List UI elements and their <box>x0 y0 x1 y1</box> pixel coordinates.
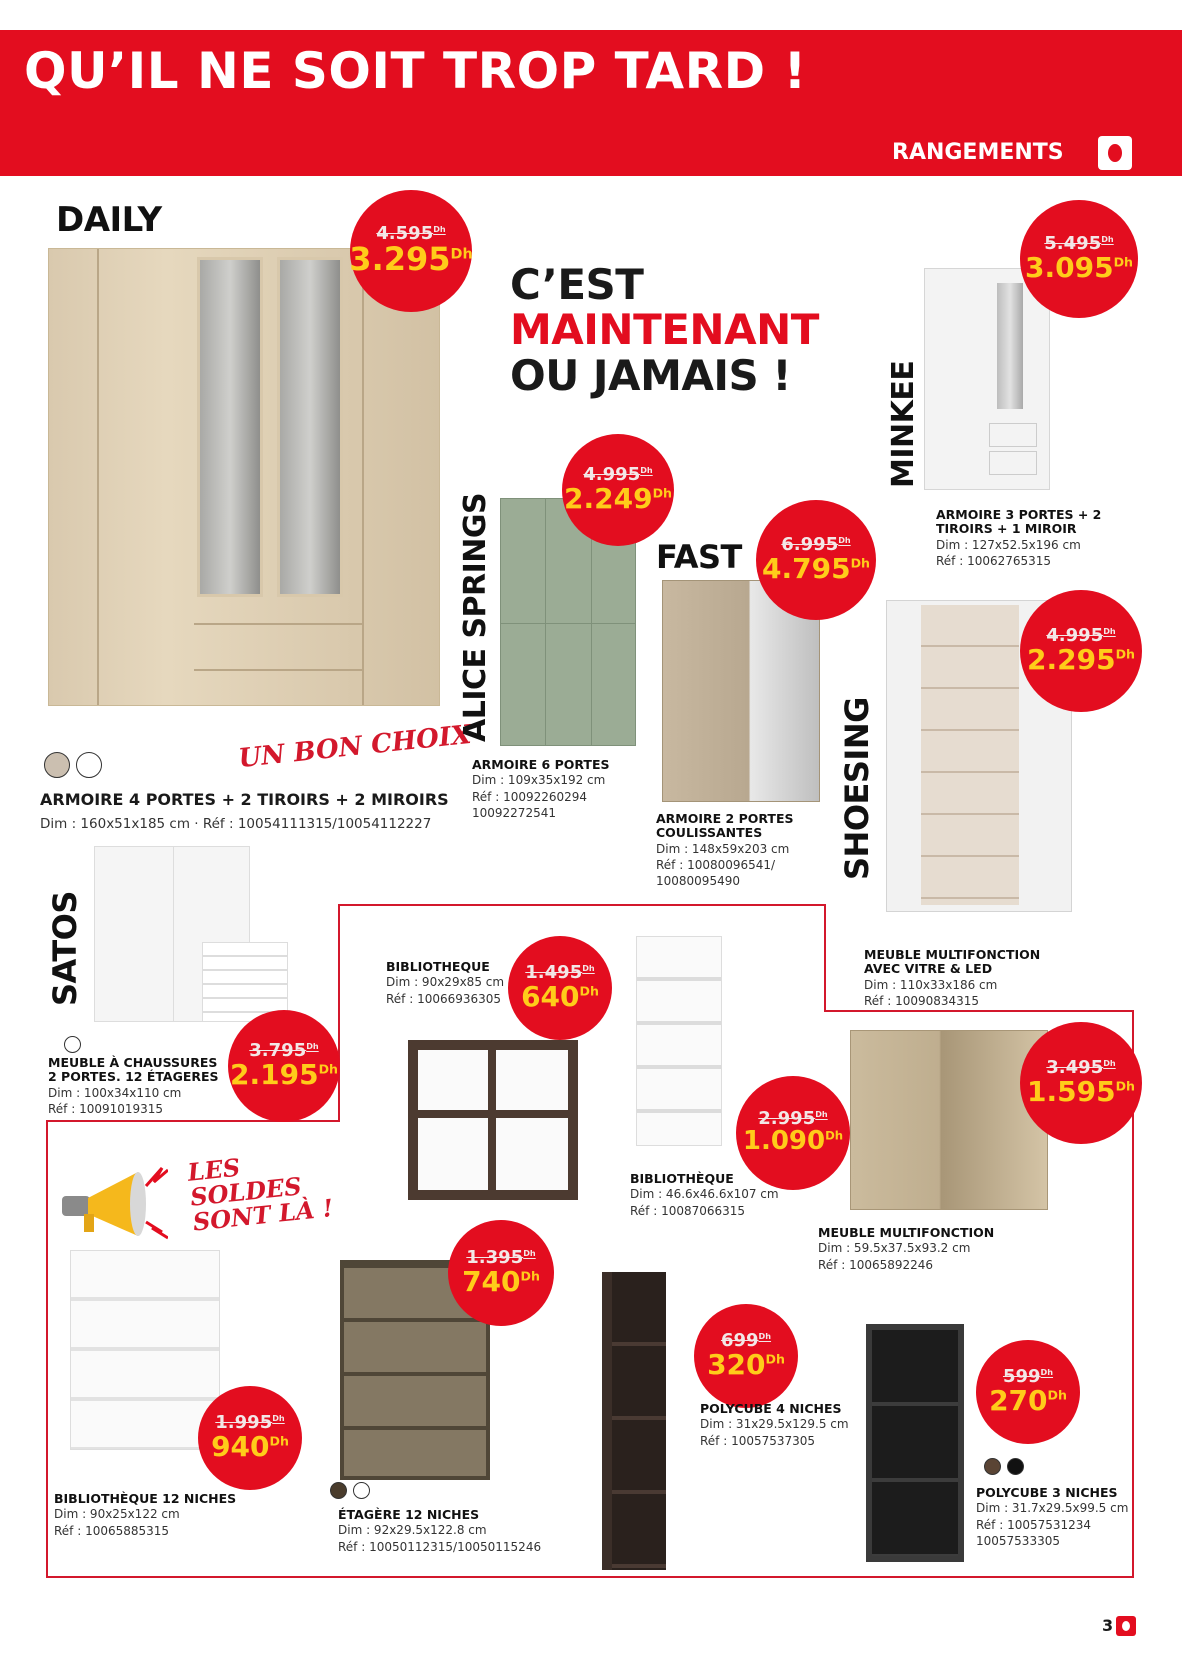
good-choice-sticker: UN BON CHOIX <box>237 719 473 775</box>
price-badge-polycube-3-niches: $599^{Dh}$ $270^{Dh}$ <box>976 1340 1080 1444</box>
price-badge-bibliotheque-1: $1.495^{Dh}$ $640^{Dh}$ <box>508 936 612 1040</box>
bibliotheque-tower-image <box>636 936 722 1146</box>
product-info-satos: MEUBLE À CHAUSSURES 2 PORTES. 12 ÉTAGERES Dim : 100x34x110 cm Réf : 10091019315 <box>48 1055 219 1116</box>
price-badge-shoesing: $4.995^{Dh}$ $2.295^{Dh}$ <box>1020 590 1142 712</box>
product-info-fast: ARMOIRE 2 PORTES COULISSANTES Dim : 148x59x203 cm Réf : 10080096541/ 10080095490 <box>656 811 794 889</box>
swatch-white[interactable] <box>64 1036 81 1053</box>
price-badge-satos: $3.795^{Dh}$ $2.195^{Dh}$ <box>228 1010 340 1122</box>
product-name-daily: DAILY <box>56 200 162 240</box>
slogan <box>510 262 819 398</box>
product-info-etagere-12-niches: ÉTAGÈRE 12 NICHES Dim : 92x29.5x122.8 cm Réf : 10050112315/10050115246 <box>338 1507 542 1554</box>
frame-left-upper <box>338 904 340 1120</box>
product-name-satos: SATOS <box>46 891 84 1006</box>
slogan-line1: C’EST <box>510 260 644 309</box>
price-badge-alice-springs: $4.995^{Dh}$ $2.249^{Dh}$ <box>562 434 674 546</box>
frame-step <box>824 904 826 1010</box>
product-info-bibliotheque-2: BIBLIOTHÈQUE Dim : 46.6x46.6x107 cm Réf : 10087066315 <box>630 1171 779 1218</box>
product-info-shoesing: MEUBLE MULTIFONCTION AVEC VITRE & LED Dim : 110x33x186 cm Réf : 10090834315 <box>864 947 1041 1008</box>
polycube-3-niches-image <box>866 1324 964 1562</box>
product-info-bibliotheque-1: BIBLIOTHEQUE Dim : 90x29x85 cm Réf : 10066936305 <box>386 959 505 1006</box>
price-badge-etagere-12-niches: $1.395^{Dh}$ $740^{Dh}$ <box>448 1220 554 1326</box>
price-badge-fast: $6.995^{Dh}$ $4.795^{Dh}$ <box>756 500 876 620</box>
color-swatches-etagere <box>330 1482 376 1503</box>
product-info-polycube-3-niches: POLYCUBE 3 NICHES Dim : 31.7x29.5x99.5 cm Réf : 10057531234 10057533305 <box>976 1485 1129 1548</box>
brand-footer-icon <box>1116 1616 1136 1636</box>
page-number: 3 <box>1102 1616 1114 1635</box>
frame-left <box>46 1120 48 1578</box>
price-badge-minkee: $5.495^{Dh}$ $3.095^{Dh}$ <box>1020 200 1138 318</box>
meuble-multifonction-image <box>850 1030 1048 1210</box>
product-name-minkee: MINKEE <box>886 360 921 488</box>
bibliotheque-12-niches-image <box>70 1250 220 1450</box>
color-swatches-polycube-3 <box>984 1458 1030 1479</box>
swatch-dark-oak[interactable] <box>330 1482 347 1499</box>
minkee-wardrobe-image <box>924 268 1050 490</box>
price-badge-bibliotheque-2: $2.995^{Dh}$ $1.090^{Dh}$ <box>736 1076 850 1190</box>
product-name-alice-springs: ALICE SPRINGS <box>458 492 493 742</box>
swatch-black[interactable] <box>1007 1458 1024 1475</box>
brand-logo-icon <box>1098 136 1132 170</box>
price-badge-meuble-multifonction: $3.495^{Dh}$ $1.595^{Dh}$ <box>1020 1022 1142 1144</box>
section-label: RANGEMENTS <box>892 140 1064 165</box>
product-title-daily: ARMOIRE 4 PORTES + 2 TIROIRS + 2 MIROIRS <box>40 790 449 809</box>
price-badge-polycube-4-niches: $699^{Dh}$ $320^{Dh}$ <box>694 1304 798 1408</box>
product-info-polycube-4-niches: POLYCUBE 4 NICHES Dim : 31x29.5x129.5 cm Réf : 10057537305 <box>700 1401 849 1448</box>
page-title: QU’IL NE SOIT TROP TARD ! <box>24 42 807 100</box>
slogan-line2: MAINTENANT <box>510 305 819 355</box>
product-info-minkee: ARMOIRE 3 PORTES + 2 TIROIRS + 1 MIROIR Dim : 127x52.5x196 cm Réf : 10062765315 <box>936 507 1102 568</box>
product-info-meuble-multifonction: MEUBLE MULTIFONCTION Dim : 59.5x37.5x93.2 cm Réf : 10065892246 <box>818 1225 995 1272</box>
product-dim-daily: Dim : 160x51x185 cm · Réf : 10054111315/10054112227 <box>40 816 432 832</box>
price-badge-bibliotheque-12-niches: $1.995^{Dh}$ $940^{Dh}$ <box>198 1386 302 1490</box>
polycube-4-niches-image <box>602 1272 666 1570</box>
swatch-white[interactable] <box>76 752 102 778</box>
frame-bottom <box>46 1576 1134 1578</box>
color-swatches-satos <box>64 1036 87 1057</box>
color-swatches-daily <box>44 752 108 782</box>
swatch-oak[interactable] <box>44 752 70 778</box>
swatch-brown[interactable] <box>984 1458 1001 1475</box>
product-info-alice-springs: ARMOIRE 6 PORTES Dim : 109x35x192 cm Réf : 10092260294 10092272541 <box>472 757 610 820</box>
price-badge-daily: $4.595^{Dh}$ $3.295^{Dh}$ <box>350 190 472 312</box>
megaphone-icon <box>58 1162 168 1242</box>
slogan-line3: OU JAMAIS ! <box>510 350 792 400</box>
frame-top-left <box>338 904 824 906</box>
frame-top-right <box>824 1010 1134 1012</box>
swatch-white[interactable] <box>353 1482 370 1499</box>
sales-sticker: LES SOLDES SONT LÀ ! <box>186 1152 335 1237</box>
product-name-fast: FAST <box>656 538 742 576</box>
product-name-shoesing: SHOESING <box>838 697 876 880</box>
bibliotheque-brown-image <box>408 1040 578 1200</box>
daily-wardrobe-image <box>48 248 440 706</box>
product-info-bibliotheque-12-niches: BIBLIOTHÈQUE 12 NICHES Dim : 90x25x122 cm Réf : 10065885315 <box>54 1491 237 1538</box>
